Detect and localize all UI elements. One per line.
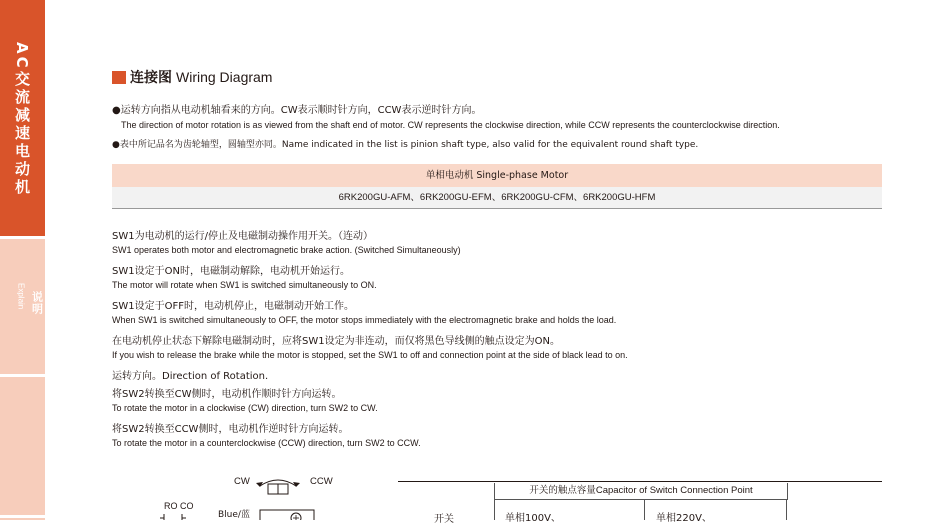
instruction-line: 运转方向。Direction of Rotation.	[112, 371, 269, 382]
sidebar-induction-en: Induction Motor	[45, 401, 54, 457]
instruction-line: SW1设定于OFF时，电动机停止，电磁制动开始工作。	[112, 301, 354, 312]
sidebar-tab-induction-motor[interactable]	[0, 377, 72, 515]
blue-lead-label: Blue/蓝	[218, 510, 250, 520]
section-title	[112, 67, 272, 87]
capacity-col-220v: 单相220V、	[656, 513, 712, 524]
capacity-col-100v: 单相100V、	[505, 513, 561, 524]
instruction-line: When SW1 is switched simultaneously to OFF, the motor stops immediately with the electromagnetic brake and holds the load.	[112, 315, 617, 325]
wiring-diagram	[150, 470, 390, 520]
cw-label: CW	[234, 476, 250, 487]
instruction-line: SW1 operates both motor and electromagnetic brake action. (Switched Simultaneously)	[112, 245, 461, 255]
sidebar	[0, 0, 72, 520]
sidebar-explain-cn: 说明	[30, 291, 44, 315]
motor-model-table	[112, 164, 882, 209]
sidebar-tab-ac-gear-motor[interactable]	[0, 0, 45, 236]
instruction-line: SW1为电动机的运行/停止及电磁制动操作用开关。（连动）	[112, 231, 373, 242]
instruction-line: To rotate the motor in a counterclockwise (CCW) direction, turn SW2 to CCW.	[112, 438, 421, 448]
switch-label: 开关	[434, 514, 454, 525]
instruction-line: 在电动机停止状态下解除电磁制动时，应将SW1设定为非连动，而仅将黑色导线侧的触点设定为ON。	[112, 336, 560, 347]
wiring-diagram-svg	[150, 470, 390, 520]
motor-body-icon	[260, 510, 314, 520]
switch-capacity-table	[398, 481, 882, 525]
motor-table-models: 6RK200GU-AFM、6RK200GU-EFM、6RK200GU-CFM、6RK200GU-HFM	[112, 187, 882, 209]
capacity-table-header: 开关的触点容量Capacitor of Switch Connection Point	[494, 483, 788, 500]
motor-table-header: 单相电动机 Single-phase Motor	[112, 164, 882, 187]
section-title-en: Wiring Diagram	[176, 69, 273, 85]
table-rule	[398, 481, 882, 482]
sidebar-explain-en: Explain	[16, 283, 26, 310]
note-shaft-type: ●表中所记品名为齿轮轴型，圆轴型亦同。Name indicated in the list is pinion shaft type, also valid for the equivalent round shaft type.	[112, 140, 699, 150]
ro-co-label: RO CO	[164, 501, 194, 511]
instruction-line: SW1设定于ON时，电磁制动解除，电动机开始运行。	[112, 266, 350, 277]
sidebar-tab-explain[interactable]	[0, 239, 45, 374]
instruction-line: To rotate the motor in a clockwise (CW) direction, turn SW2 to CW.	[112, 403, 378, 413]
sidebar-main-label: AC交流减速电动机	[13, 42, 31, 197]
instruction-line: If you wish to release the brake while the motor is stopped, set the SW1 to off and connection point at the side of black lead to on.	[112, 350, 628, 360]
instruction-line: 将SW2转换至CW侧时，电动机作顺时针方向运转。	[112, 389, 342, 400]
instruction-line: 将SW2转换至CCW侧时，电动机作逆时针方向运转。	[112, 424, 349, 435]
note-rotation-en: The direction of motor rotation is as viewed from the shaft end of motor. CW represents the clockwise direction, while CCW represents the counterclockwise direction.	[121, 120, 780, 130]
note-rotation-cn: ●运转方向指从电动机轴看来的方向。CW表示顺时针方向，CCW表示逆时针方向。	[112, 105, 482, 116]
ccw-label: CCW	[310, 476, 333, 487]
sidebar-induction-cn: 感应电动机	[59, 409, 72, 469]
section-title-cn: 连接图	[130, 70, 172, 86]
section-marker-icon	[112, 71, 126, 84]
instruction-line: The motor will rotate when SW1 is switched simultaneously to ON.	[112, 280, 377, 290]
